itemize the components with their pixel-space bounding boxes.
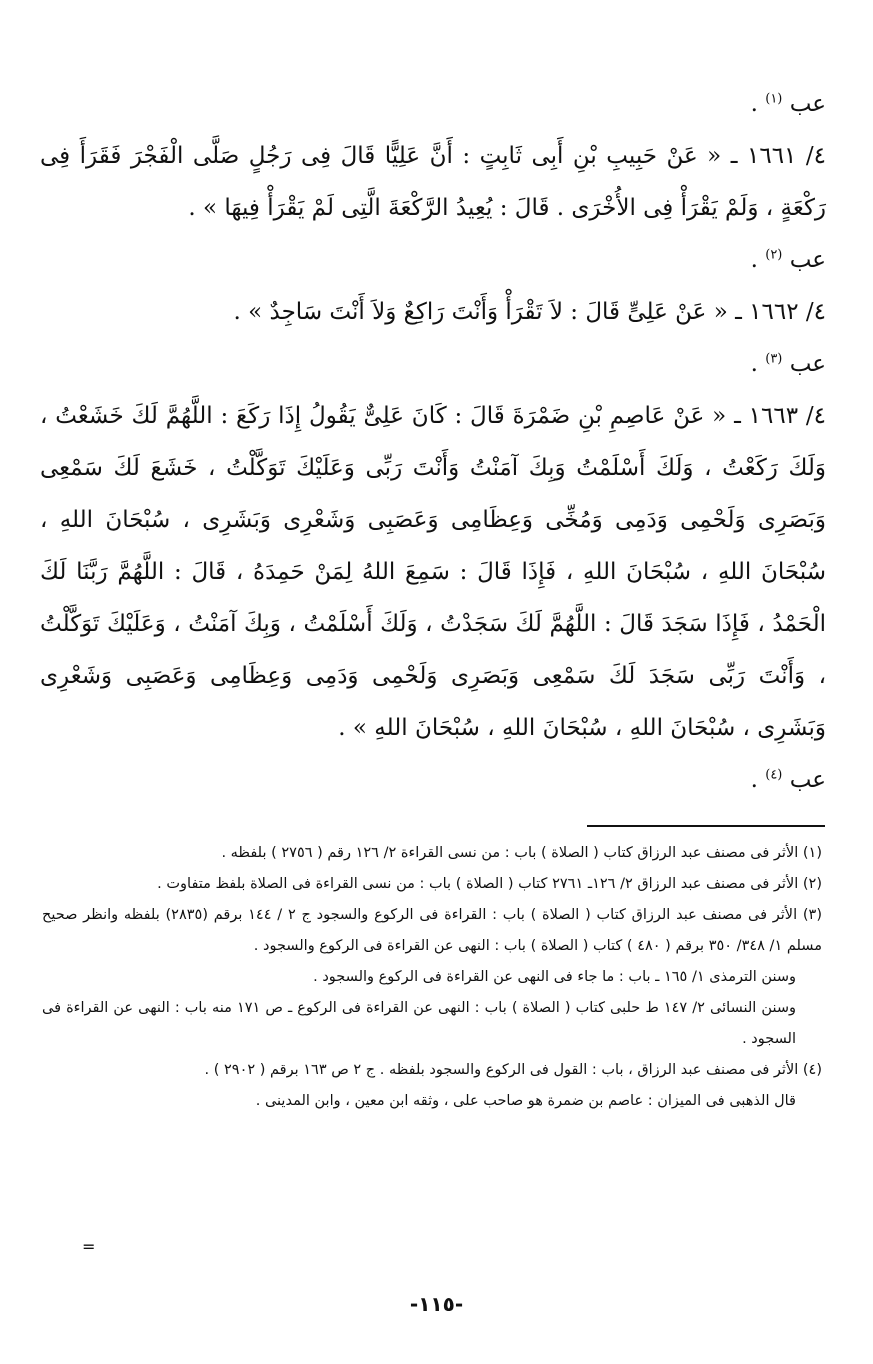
footnotes: [42, 838, 822, 1117]
hadith-1663: ٤/ ١٦٦٣ ـ « عَنْ عَاصِمِ بْنِ ضَمْرَةَ قَالَ : كَانَ عَلِىٌّ يَقُولُ إِذَا رَكَعَ : اللَّهُمَّ لَكَ خَشَعْتُ ، وَلَكَ رَكَعْتُ ، وَلَكَ أَسْلَمْتُ وَبِكَ آمَنْتُ وَأَنْتَ رَبِّى وَعَلَيْكَ تَوَكَّلْتُ ، خَشَعَ لَكَ سَمْعِى وَبَصَرِى وَلَحْمِى وَدَمِى وَمُخِّى وَعِظَامِى وَعَصَبِى وَشَعْرِى وَبَشَرِى ، سُبْحَانَ اللهِ ، سُبْحَانَ اللهِ ، سُبْحَانَ اللهِ ، فَإِذَا قَالَ : سَمِعَ اللهُ لِمَنْ حَمِدَهُ ، قَالَ : اللَّهُمَّ رَبَّنَا لَكَ الْحَمْدُ ، فَإِذَا سَجَدَ قَالَ : اللَّهُمَّ لَكَ سَجَدْتُ ، وَلَكَ أَسْلَمْتُ ، وَبِكَ آمَنْتُ ، وَعَلَيْكَ تَوَكَّلْتُ ، وَأَنْتَ رَبِّى سَجَدَ لَكَ سَمْعِى وَبَصَرِى وَلَحْمِى وَدَمِى وَعِظَامِى وَعَصَبِى وَشَعْرِى وَبَشَرِى ، سُبْحَانَ اللهِ ، سُبْحَانَ اللهِ ، سُبْحَانَ اللهِ » .: [40, 403, 826, 741]
footnote-3-nasai: وسنن النسائى ٢/ ١٤٧ ط حلبى كتاب ( الصلاة ) باب : النهى عن القراءة فى الركوع ـ ص ١٧١ منه باب : النهى عن القراءة فى السجود .: [42, 1000, 796, 1047]
footnote-3-tirmidhi: وسنن الترمذى ١/ ١٦٥ ـ باب : ما جاء فى النهى عن القراءة فى الركوع والسجود .: [313, 969, 796, 985]
footnote-ref: (١): [765, 91, 783, 107]
source-line: عب $^{(١)}$ .: [750, 91, 826, 117]
continuation-mark: =: [82, 1237, 96, 1256]
footnote-divider: [587, 825, 825, 827]
footnote-2: (٢) الأثر فى مصنف عبد الرزاق ٢/ ١٢٦ـ ٢٧٦١ كتاب ( الصلاة ) باب : من نسى القراءة فى الصلاة بلفظ متفاوت .: [157, 876, 822, 892]
main-text: [40, 78, 826, 806]
page-number: -١١٥-: [409, 1292, 464, 1316]
footnote-4-dhahabi: قال الذهبى فى الميزان : عاصم بن ضمرة هو صاحب على ، وثقه ابن معين ، وابن المدينى .: [255, 1093, 796, 1109]
footnote-ref: (٢): [765, 247, 783, 263]
source-abbrev: عب: [789, 351, 826, 377]
source-abbrev: عب: [789, 247, 826, 273]
footnote-1: (١) الأثر فى مصنف عبد الرزاق كتاب ( الصلاة ) باب : من نسى القراءة ٢/ ١٢٦ رقم ( ٢٧٥٦ ) بلفظه .: [221, 845, 822, 861]
footnote-ref: (٣): [765, 351, 783, 367]
source-abbrev: عب: [789, 91, 826, 117]
footnote-4: (٤) الأثر فى مصنف عبد الرزاق ، باب : القول فى الركوع والسجود بلفظه . ج ٢ ص ١٦٣ برقم ( ٢٩٠٢ ) .: [204, 1062, 822, 1078]
hadith-1661: ٤/ ١٦٦١ ـ « عَنْ حَبِيبِ بْنِ أَبِى ثَابِتٍ : أَنَّ عَلِيًّا قَالَ فِى رَجُلٍ صَلَّى الْفَجْرَ فَقَرَأَ فِى رَكْعَةٍ ، وَلَمْ يَقْرَأْ فِى الأُخْرَى . قَالَ : يُعِيدُ الرَّكْعَةَ الَّتِى لَمْ يَقْرَأْ فِيهَا » .: [40, 143, 827, 221]
hadith-1662: ٤/ ١٦٦٢ ـ « عَنْ عَلِىٍّ قَالَ : لاَ تَقْرَأْ وَأَنْتَ رَاكِعٌ وَلاَ أَنْتَ سَاجِدٌ » .: [233, 299, 826, 325]
source-line: عب $^{(٢)}$ .: [750, 247, 826, 273]
footnote-3: (٣) الأثر فى مصنف عبد الرزاق كتاب ( الصلاة ) باب : القراءة فى الركوع والسجود ج ٢ / ١٤٤ برقم (٢٨٣٥) بلفظه وانظر صحيح مسلم ١/ ٣٤٨/ ٣٥٠ برقم ( ٤٨٠ ) كتاب ( الصلاة ) باب : النهى عن القراءة فى الركوع والسجود .: [42, 907, 822, 954]
source-line: عب $^{(٣)}$ .: [750, 351, 826, 377]
source-abbrev: عب: [789, 767, 826, 793]
source-line: عب $^{(٤)}$ .: [750, 767, 826, 793]
footnote-ref: (٤): [765, 767, 783, 783]
